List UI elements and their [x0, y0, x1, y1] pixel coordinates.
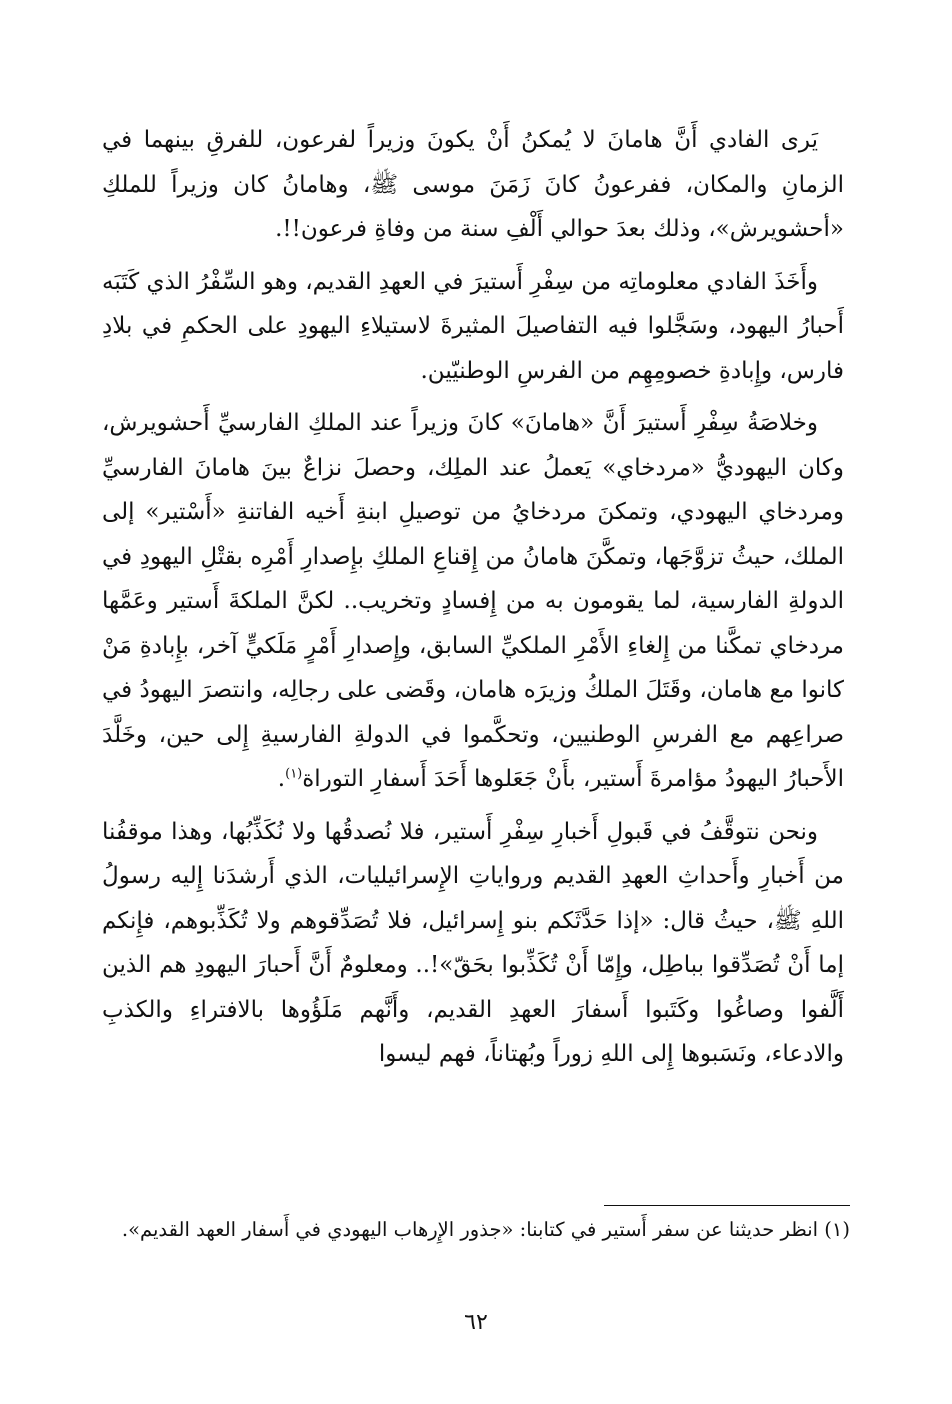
- paragraph-4: [102, 810, 844, 1077]
- page-body: [102, 118, 844, 1085]
- paragraph-2-text: وأَخَذَ الفادي معلوماتِه من سِفْرِ أَستيرَ في العهدِ القديم، وهو السِّفْرُ الذي كَتَبَه أَحبارُ اليهود، وسَجَّلوا فيه التفاصيلَ المثيرةَ لاستيلاءِ اليهودِ على الحكمِ في بلادِ فارس، وإِبادةِ خصومِهِم من الفرسِ الوطنيّين.: [102, 268, 844, 384]
- footnote-1: (١) انظر حديثنا عن سفر أَستير في كتابنا: «جذور الإِرهاب اليهودي في أَسفار العهد القديم».: [121, 1218, 850, 1241]
- paragraph-4-text: ونحن نتوقَّفُ في قَبولِ أَخبارِ سِفْرِ أَستير، فلا نُصدقُها ولا نُكَذِّبُها، وهذا موقفُنا من أَخبارِ وأَحداثِ العهدِ القديم ورواياتِ الإِسرائيليات، الذي أَرشدَنا إِليه رسولُ اللهِ ﷺ، حيثُ قال: «إذا حَدَّثَكم بنو إِسرائيل، فلا تُصَدِّقوهم ولا تُكَذِّبوهم، فإِنكم إما أَنْ تُصَدِّقوا بباطِل، وإِمّا أَنْ تُكَذِّبوا بحَقّ»!.. ومعلومٌ أَنَّ أَحبارَ اليهودِ هم الذين أَلَّفوا وصاغُوا وكَتَبوا أَسفارَ العهدِ القديم، وأَنَّهم مَلَؤُوها بالافتراءِ والكذبِ والادعاء، ونَسَبوها إِلى اللهِ زوراً وبُهتاناً، فهم ليسوا: [102, 818, 844, 1067]
- paragraph-2: [102, 260, 844, 394]
- paragraph-3-end: .: [277, 766, 286, 792]
- page-number: ٦٢: [464, 1310, 488, 1335]
- paragraph-3: [102, 401, 844, 802]
- footnotes: [108, 1213, 850, 1246]
- paragraph-1: [102, 118, 844, 252]
- paragraph-1-text: يَرى الفادي أَنَّ هامانَ لا يُمكنُ أَنْ يكونَ وزيراً لفرعون، للفرقِ بينهما في الزمانِ والمكان، ففرعونُ كانَ زَمَنَ موسى ﷺ، وهامانُ كان وزيراً للملكِ «أحشويرش»، وذلك بعدَ حوالي أَلْفِ سنة من وفاةِ فرعون!!.: [102, 127, 844, 242]
- main-text: [102, 118, 844, 1077]
- footnote-divider: [604, 1205, 850, 1206]
- paragraph-3-text: وخلاصَةُ سِفْرِ أَستيرَ أَنَّ «هامانَ» كانَ وزيراً عند الملكِ الفارسيِّ أَحشويرش، وكان اليهوديُّ «مردخاي» يَعملُ عند الملِك، وحصلَ نزاعٌ بينَ هامانَ الفارسيِّ ومردخاي اليهودي، وتمكنَ مردخايُ من توصيلِ ابنةِ أَخيه الفاتنةِ «أَسْتير» إلى الملك، حيثُ تزوَّجَها، وتمكَّنَ هامانُ من إِقناعِ الملكِ بإِصدارِ أَمْرِه بقتْلِ اليهودِ في الدولةِ الفارسية، لما يقومون به من إِفسادٍ وتخريب.. لكنَّ الملكةَ أَستير وعَمَّها مردخاي تمكَّنا من إِلغاءِ الأَمْرِ الملكيِّ السابق، وإِصدارِ أَمْرٍ مَلَكيٍّ آخر، بإِبادةِ مَنْ كانوا مع هامان، وقَتَلَ الملكُ وزيرَه هامان، وقَضى على رجالِه، وانتصرَ اليهودُ في صراعِهم مع الفرسِ الوطنيين، وتحكَّموا في الدولةِ الفارسيةِ إِلى حين، وخَلَّدَ الأَحبارُ اليهودُ مؤامرةَ أَستير، بأَنْ جَعَلوها أَحَدَ أَسفارِ التوراة: [102, 410, 844, 792]
- footnote-reference[interactable]: (١): [285, 766, 303, 782]
